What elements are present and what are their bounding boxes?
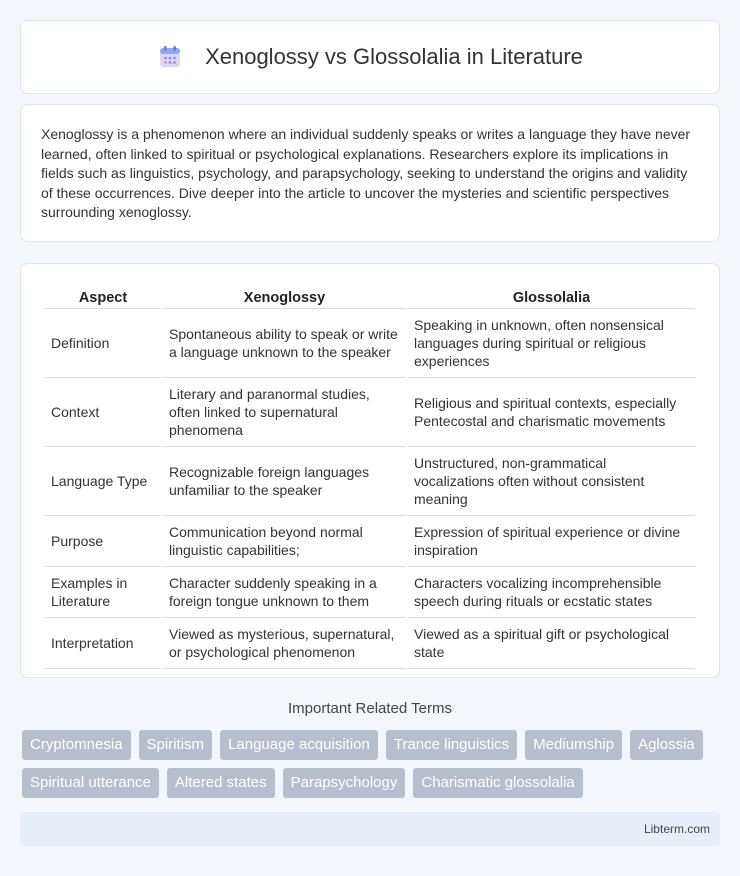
- footer-brand-link[interactable]: Libterm.com: [643, 822, 710, 836]
- table-row: [45, 378, 695, 447]
- cell-glossolalia: Viewed as a spiritual gift or psychological state: [408, 618, 695, 669]
- cell-glossolalia: Characters vocalizing incomprehensible speech during rituals or ecstatic states: [408, 567, 695, 618]
- intro-text: Xenoglossy is a phenomenon where an individual suddenly speaks or writes a language they have never learned, often linked to spiritual or psychological explanations. Researchers explore its implications in fields such as linguistics, psychology, and parapsychology, seeking to understand the origins and validity of these occurrences. Dive deeper into the article to uncover the mysteries and scientific perspectives surrounding xenoglossy.: [41, 126, 691, 220]
- table-row: [45, 447, 695, 516]
- related-term-tag[interactable]: Spiritual utterance: [22, 768, 159, 798]
- intro-card: [20, 104, 720, 242]
- related-term-tag[interactable]: Cryptomnesia: [22, 730, 131, 760]
- cell-aspect: Purpose: [45, 516, 161, 567]
- comparison-table-card: [20, 263, 720, 678]
- related-terms-list: [22, 730, 722, 798]
- comparison-table: [43, 284, 697, 669]
- cell-aspect: Definition: [45, 309, 161, 378]
- cell-xenoglossy: Communication beyond normal linguistic capabilities;: [163, 516, 406, 567]
- related-term-tag[interactable]: Language acquisition: [220, 730, 378, 760]
- related-term-tag[interactable]: Mediumship: [525, 730, 622, 760]
- cell-glossolalia: Unstructured, non-grammatical vocalizations often without consistent meaning: [408, 447, 695, 516]
- title-card: [20, 20, 720, 94]
- cell-glossolalia: Religious and spiritual contexts, especially Pentecostal and charismatic movements: [408, 378, 695, 447]
- related-terms-title: Important Related Terms: [288, 700, 452, 717]
- cell-xenoglossy: Spontaneous ability to speak or write a language unknown to the speaker: [163, 309, 406, 378]
- related-term-tag[interactable]: Spiritism: [139, 730, 213, 760]
- header-xenoglossy: Xenoglossy: [163, 284, 406, 309]
- table-header-row: [45, 284, 695, 309]
- header-aspect: Aspect: [45, 284, 161, 309]
- related-term-tag[interactable]: Parapsychology: [283, 768, 406, 798]
- cell-xenoglossy: Character suddenly speaking in a foreign tongue unknown to them: [163, 567, 406, 618]
- page-title: Xenoglossy vs Glossolalia in Literature: [205, 44, 583, 69]
- cell-aspect: Context: [45, 378, 161, 447]
- related-term-tag[interactable]: Trance linguistics: [386, 730, 517, 760]
- cell-aspect: Language Type: [45, 447, 161, 516]
- cell-glossolalia: Expression of spiritual experience or divine inspiration: [408, 516, 695, 567]
- table-row: [45, 516, 695, 567]
- cell-xenoglossy: Literary and paranormal studies, often linked to supernatural phenomena: [163, 378, 406, 447]
- related-term-tag[interactable]: Altered states: [167, 768, 275, 798]
- calendar-icon: [157, 44, 183, 70]
- related-term-tag[interactable]: Aglossia: [630, 730, 703, 760]
- header-glossolalia: Glossolalia: [408, 284, 695, 309]
- cell-xenoglossy: Recognizable foreign languages unfamiliar to the speaker: [163, 447, 406, 516]
- cell-xenoglossy: Viewed as mysterious, supernatural, or psychological phenomenon: [163, 618, 406, 669]
- cell-glossolalia: Speaking in unknown, often nonsensical languages during spiritual or religious experiences: [408, 309, 695, 378]
- cell-aspect: Examples in Literature: [45, 567, 161, 618]
- footer: [20, 812, 720, 846]
- table-row: [45, 309, 695, 378]
- table-row: [45, 567, 695, 618]
- related-term-tag[interactable]: Charismatic glossolalia: [413, 768, 582, 798]
- cell-aspect: Interpretation: [45, 618, 161, 669]
- table-row: [45, 618, 695, 669]
